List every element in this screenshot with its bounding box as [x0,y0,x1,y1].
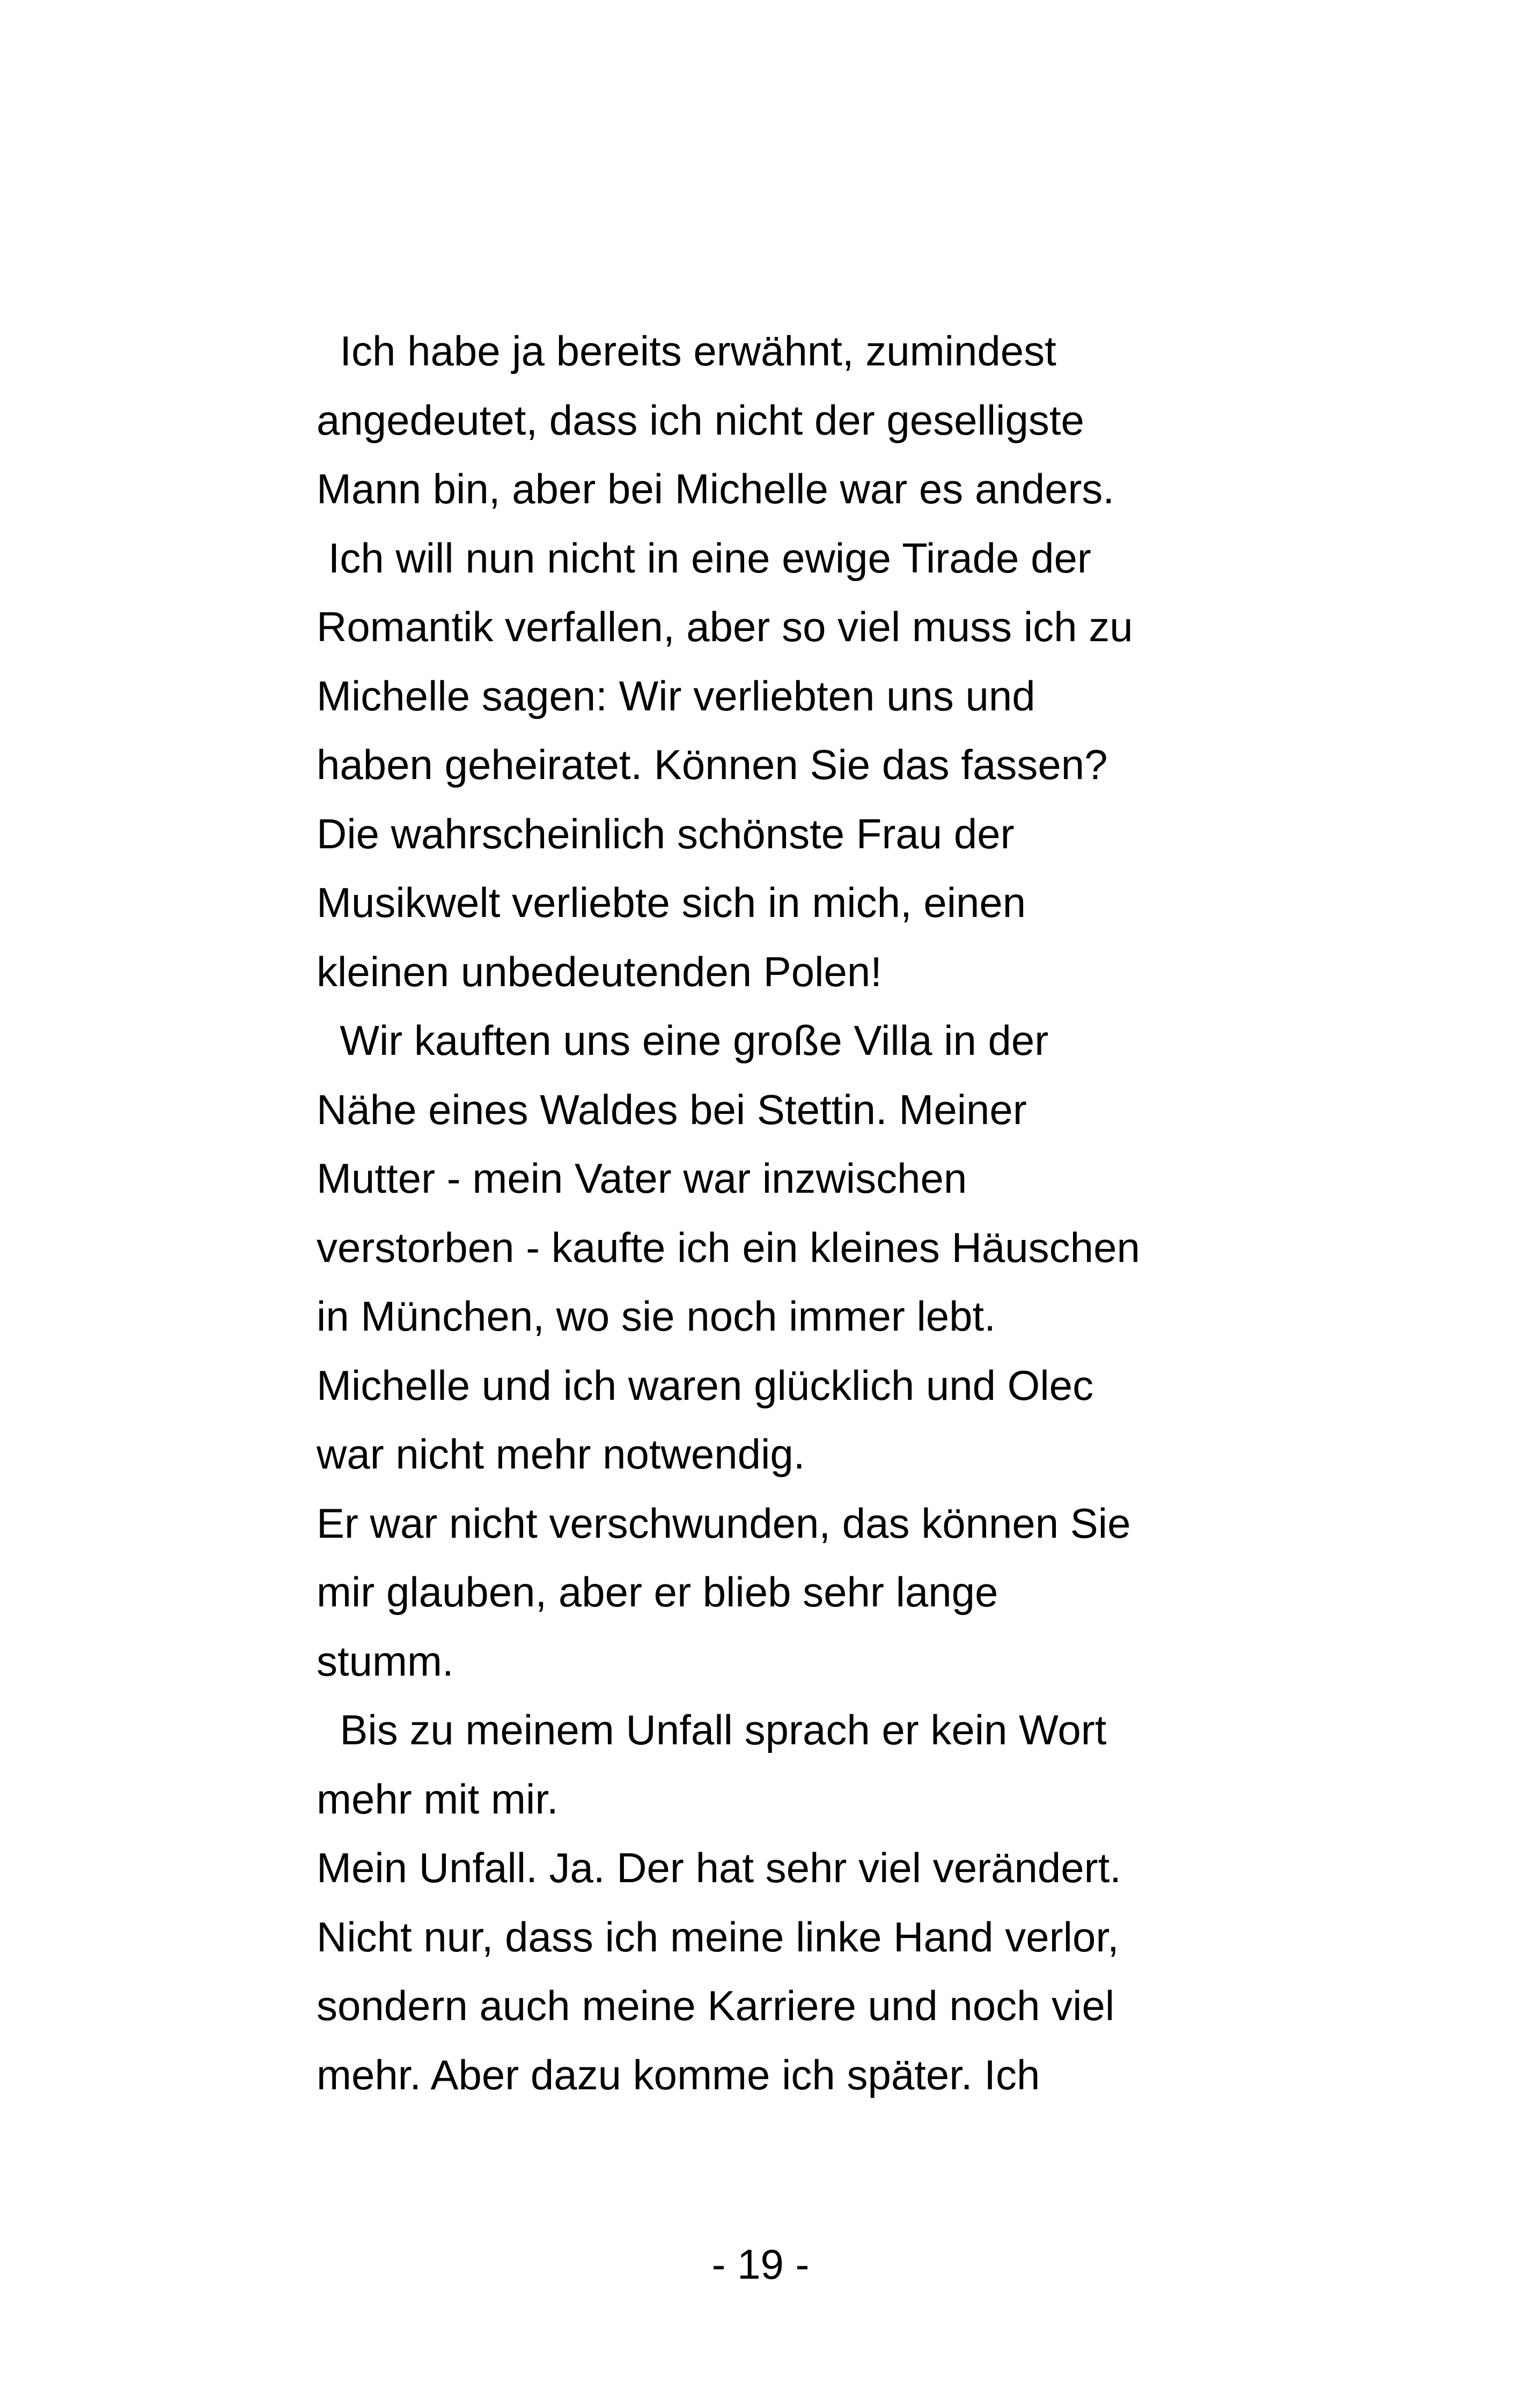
text-line: mehr. Aber dazu komme ich später. Ich [317,2051,1040,2098]
text-line: Mein Unfall. Ja. Der hat sehr viel verändert. [317,1844,1121,1891]
text-line: Ich will nun nicht in eine ewige Tirade der [317,534,1091,582]
text-line: in München, wo sie noch immer lebt. [317,1293,996,1340]
body-text [317,317,1229,2109]
text-line: mir glauben, aber er blieb sehr lange [317,1568,998,1616]
text-line: Mann bin, aber bei Michelle war es anders. [317,465,1115,512]
text-line: Die wahrscheinlich schönste Frau der [317,810,1015,857]
text-line: sondern auch meine Karriere und noch viel [317,1982,1115,2029]
text-line: Wir kauften uns eine große Villa in der [317,1017,1049,1064]
text-line: mehr mit mir. [317,1775,559,1823]
text-line: Michelle und ich waren glücklich und Olec [317,1361,1094,1409]
page-number: - 19 - [711,2241,810,2288]
text-line: Bis zu meinem Unfall sprach er kein Wort [317,1706,1107,1753]
text-line: verstorben - kaufte ich ein kleines Häuschen [317,1223,1140,1271]
text-line: Ich habe ja bereits erwähnt, zumindest [317,327,1056,375]
text-line: kleinen unbedeutenden Polen! [317,948,882,995]
text-line: stumm. [317,1637,454,1685]
text-line: angedeutet, dass ich nicht der geselligste [317,396,1084,444]
text-line: Michelle sagen: Wir verliebten uns und [317,672,1035,720]
text-line: Nicht nur, dass ich meine linke Hand verlor, [317,1913,1119,1961]
text-line: haben geheiratet. Können Sie das fassen? [317,741,1108,788]
text-line: Er war nicht verschwunden, das können Sie [317,1499,1131,1547]
text-line: Mutter - mein Vater war inzwischen [317,1155,967,1202]
text-line: Romantik verfallen, aber so viel muss ich zu [317,603,1133,650]
text-line: war nicht mehr notwendig. [317,1430,805,1478]
text-line: Nähe eines Waldes bei Stettin. Meiner [317,1085,1027,1133]
text-line: Musikwelt verliebte sich in mich, einen [317,879,1026,926]
